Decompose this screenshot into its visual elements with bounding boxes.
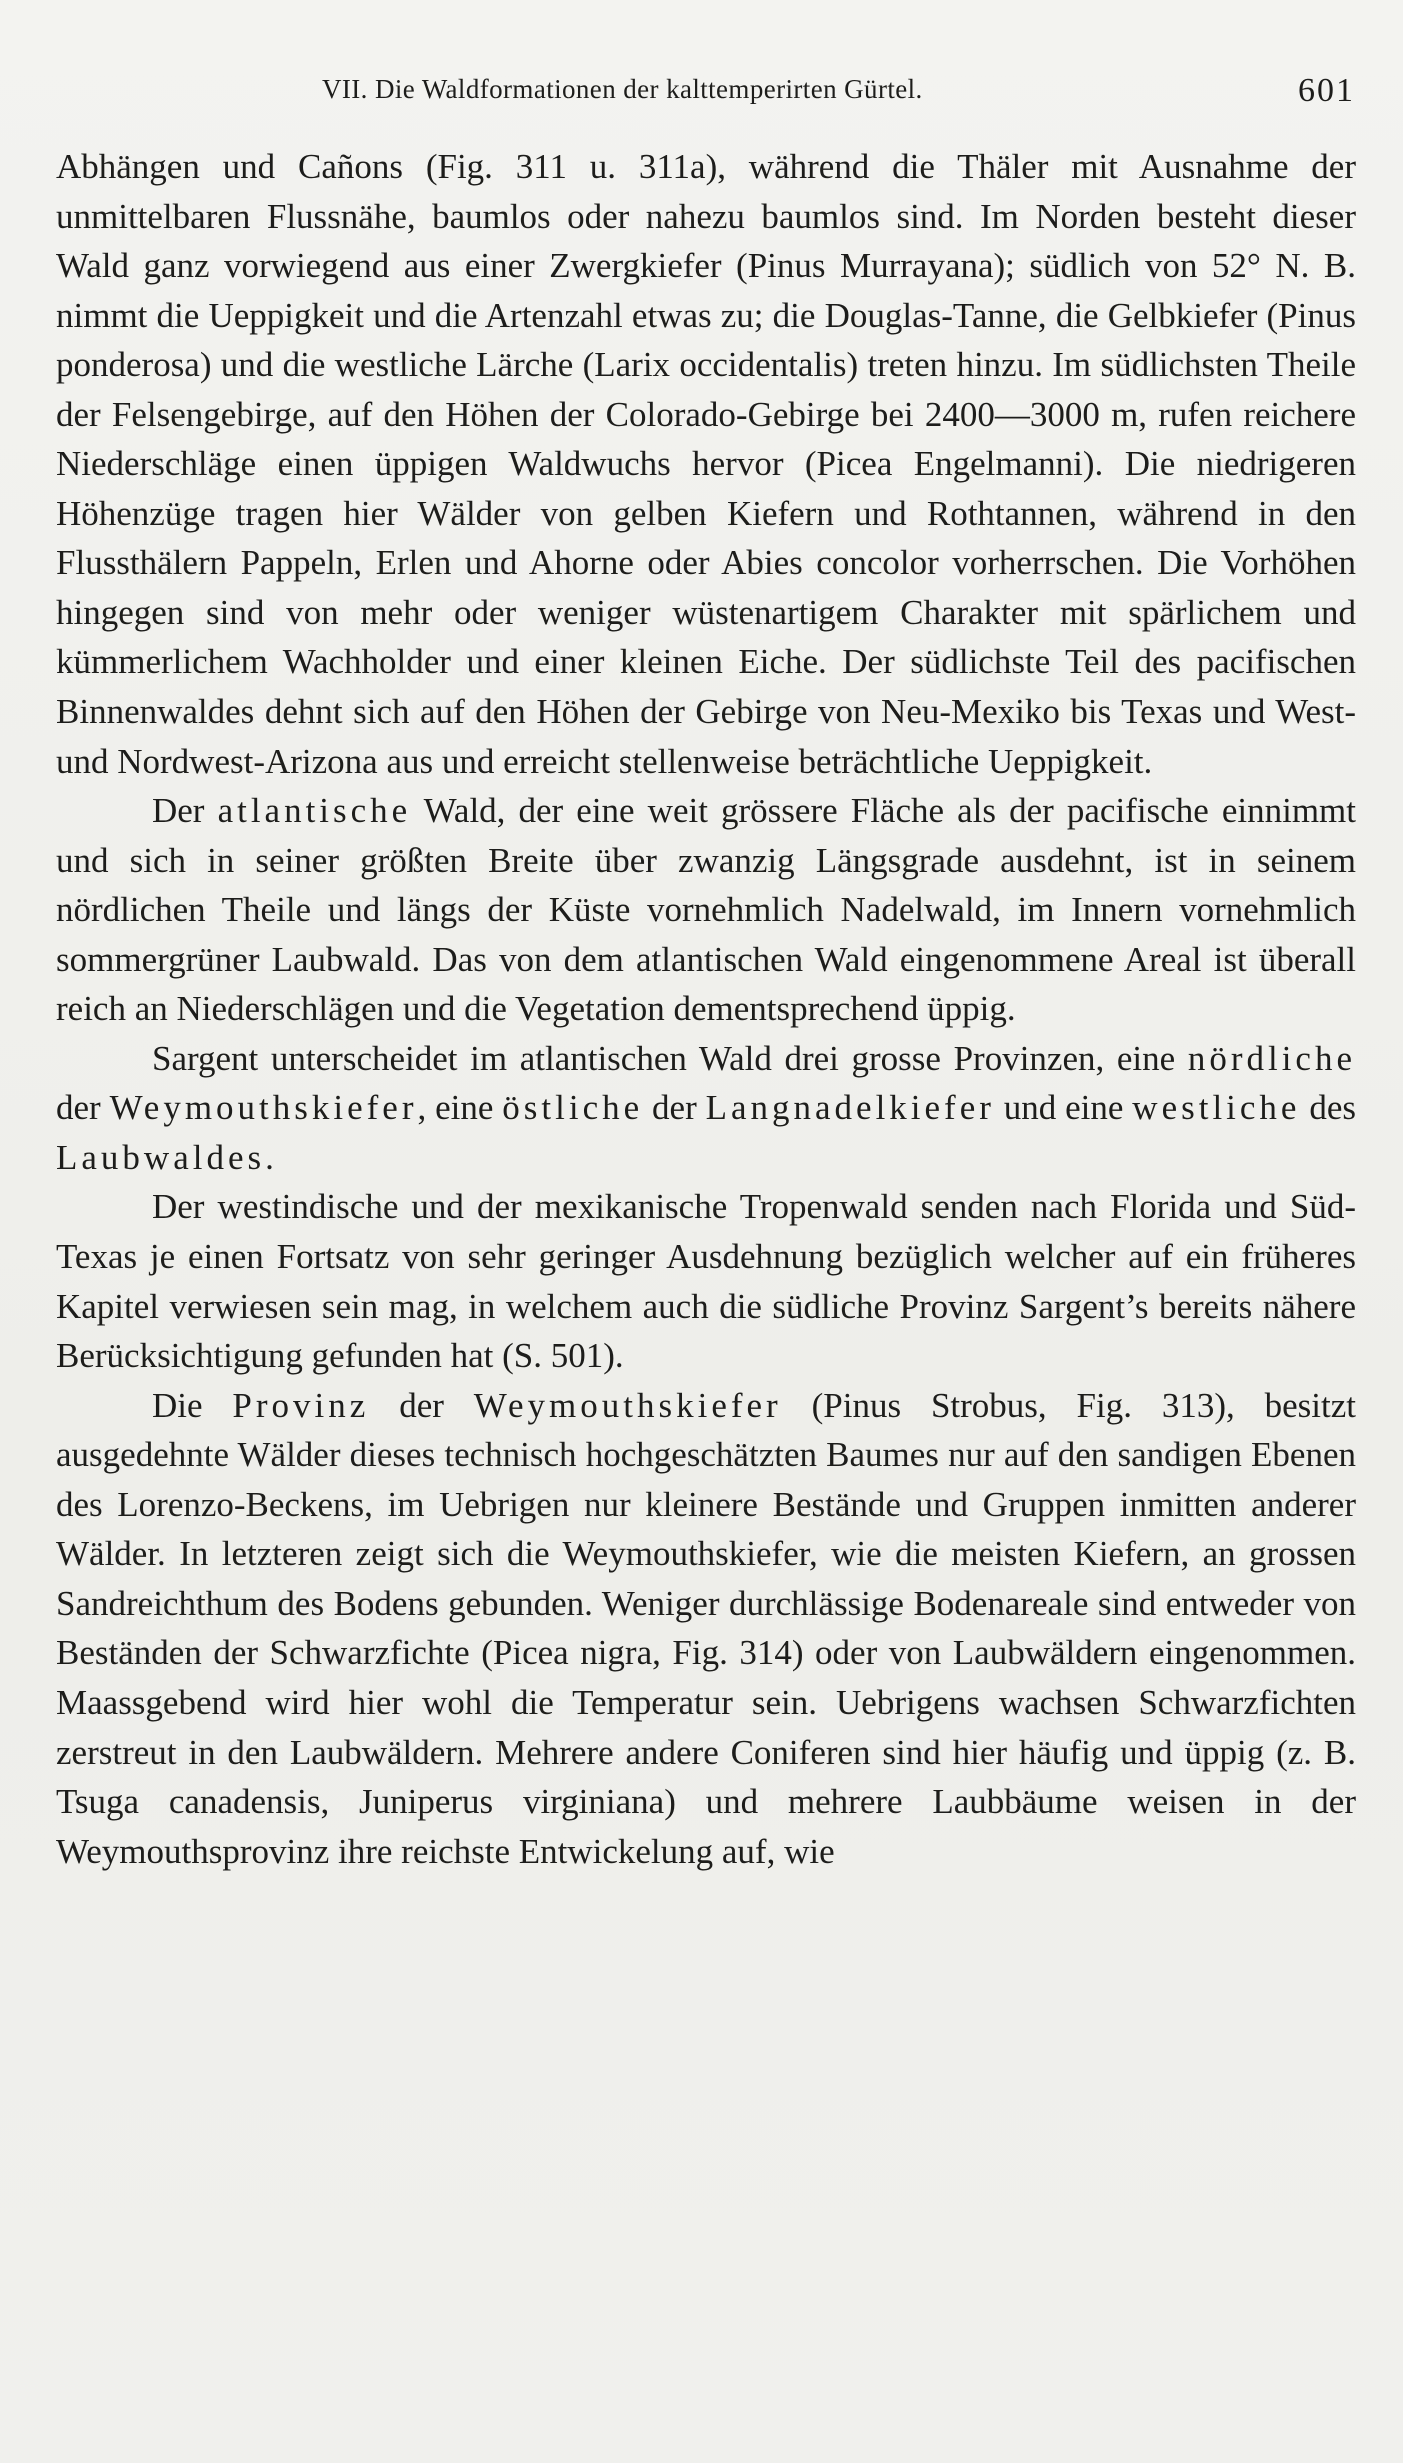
spaced-term: Langnadelkiefer [705, 1088, 995, 1128]
spaced-term: Laubwaldes [56, 1137, 266, 1177]
paragraph-3 [56, 1034, 1356, 1183]
paragraph-1: Abhängen und Cañons (Fig. 311 u. 311a), während die Thäler mit Ausnahme der unmittelbaren Flussnähe, baumlos oder nahezu baumlos sind. Im Norden besteht dieser Wald ganz vorwiegend aus einer Zwergkiefer (Pinus Murrayana); südlich von 52° N. B. nimmt die Ueppigkeit und die Artenzahl etwas zu; die Douglas-Tanne, die Gelbkiefer (Pinus ponderosa) und die westliche Lärche (Larix occidentalis) treten hinzu. Im südlichsten Theile der Felsengebirge, auf den Höhen der Colorado-Gebirge bei 2400—3000 m, rufen reichere Niederschläge einen üppigen Waldwuchs hervor (Picea Engelmanni). Die niedrigeren Höhenzüge tragen hier Wälder von gelben Kiefern und Rothtannen, während in den Flussthälern Pappeln, Erlen und Ahorne oder Abies concolor vorherrschen. Die Vorhöhen hingegen sind von mehr oder weniger wüstenartigem Charakter mit spärlichem und kümmerlichem Wachholder und einer kleinen Eiche. Der südlichste Teil des pacifischen Binnenwaldes dehnt sich auf den Höhen der Gebirge von Neu-Mexiko bis Texas und West- und Nordwest-Arizona aus und erreicht stellenweise beträchtliche Ueppigkeit. [56, 147, 1356, 781]
body-text [56, 142, 1356, 1876]
spaced-term: Provinz [232, 1385, 370, 1425]
text-run: Die [152, 1385, 233, 1425]
text-run: . [265, 1137, 274, 1177]
spaced-term: Weymouthskiefer [473, 1385, 782, 1425]
text-run: und eine [994, 1088, 1133, 1128]
running-title: VII. Die Waldformationen der kalttemperirten Gürtel. [322, 74, 923, 104]
paragraph-2 [56, 786, 1356, 1034]
text-run: der [643, 1088, 706, 1128]
spaced-term: Weymouthskiefer [109, 1088, 418, 1128]
text-run: Sargent unterscheidet im atlantischen Wald drei grosse Provinzen, eine [152, 1038, 1188, 1078]
spaced-term: atlantische [217, 791, 412, 831]
paragraph-5 [56, 1381, 1356, 1876]
paragraph-4: Der westindische und der mexikanische Tropenwald senden nach Florida und Süd-Texas je einen Fortsatz von sehr geringer Ausdehnung bezüglich welcher auf ein früheres Kapitel verwiesen sein mag, in welchem auch die südliche Provinz Sargent’s bereits nähere Berücksichtigung gefunden hat (S. 501). [56, 1187, 1356, 1376]
text-run: der [369, 1385, 474, 1425]
spaced-term: östliche [502, 1088, 644, 1128]
spaced-term: westliche [1132, 1088, 1301, 1128]
running-head [56, 66, 1355, 116]
spaced-term: nördliche [1187, 1038, 1356, 1078]
text-run: der [56, 1088, 110, 1128]
text-run: des [1300, 1088, 1357, 1128]
text-run: Der [152, 791, 218, 831]
page-number: 601 [1298, 72, 1355, 109]
text-run: Wald, der eine weit grössere Fläche als der pacifische einnimmt und sich in seiner größten Breite über zwanzig Längsgrade ausdehnt, ist in seinem nördlichen Theile und längs der Küste vornehmlich Nadelwald, im Innern vornehmlich sommergrüner Laubwald. Das von dem atlantischen Wald eingenommene Areal ist überall reich an Niederschlägen und die Vegetation dementsprechend üppig. [56, 791, 1356, 1029]
text-run: (Pinus Strobus, Fig. 313), besitzt ausgedehnte Wälder dieses technisch hochgeschätzten Baumes nur auf den sandigen Ebenen des Lorenzo-Beckens, im Uebrigen nur kleinere Bestände und Gruppen inmitten anderer Wälder. In letzteren zeigt sich die Weymouthskiefer, wie die meisten Kiefern, an grossen Sandreichthum des Bodens gebunden. Weniger durchlässige Bodenareale sind entweder von Beständen der Schwarzfichte (Picea nigra, Fig. 314) oder von Laubwäldern eingenommen. Maassgebend wird hier wohl die Temperatur sein. Uebrigens wachsen Schwarzfichten zerstreut in den Laubwäldern. Mehrere andere Coniferen sind hier häufig und üppig (z. B. Tsuga canadensis, Juniperus virginiana) und mehrere Laubbäume weisen in der Weymouthsprovinz ihre reichste Entwickelung auf, wie [56, 1385, 1356, 1871]
text-run: , eine [417, 1088, 503, 1128]
